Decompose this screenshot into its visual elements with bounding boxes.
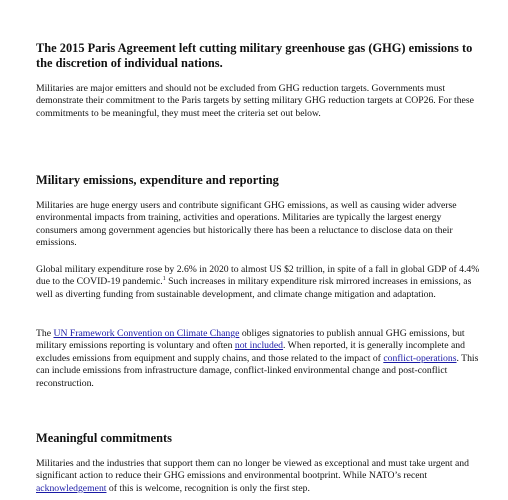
- acknowledgement-link[interactable]: acknowledgement: [36, 482, 107, 494]
- section-commitments-heading-block: [36, 431, 480, 446]
- document-title: The 2015 Paris Agreement left cutting military greenhouse gas (GHG) emissions to the discretion of individual nations.: [36, 41, 473, 70]
- footnote-marker[interactable]: 1: [162, 276, 166, 283]
- c1-text-b: of this is welcome, recognition is only the first step.: [106, 482, 310, 494]
- section-heading-commitments: Meaningful commitments: [36, 431, 172, 445]
- p2-text-a: Global military expenditure rose by 2.6% in 2020 to almost US $2 trillion, in spite of a fall in global GDP of 4.4% due to the COVID-19 pandemic.: [36, 264, 480, 288]
- emissions-paragraph-1-block: [36, 200, 480, 250]
- section-heading-emissions: Military emissions, expenditure and reporting: [36, 173, 279, 187]
- section-emissions-heading-block: [36, 173, 480, 188]
- emissions-paragraph-2: [36, 264, 480, 301]
- document-title-block: [36, 41, 480, 71]
- commitments-paragraph-block: [36, 458, 480, 495]
- p3-text-d: . This can include emissions from infrastructure damage, conflict-linked environmental change and post-conflict reconstruction.: [36, 352, 479, 389]
- emissions-paragraph-1: Militaries are huge energy users and contribute significant GHG emissions, as well as causing wider adverse environmental impacts from training, activities and operations. Militaries are typically the largest energy consumers among government agencies but historically there has been a reluctance to disclose data on their emissions.: [36, 200, 457, 249]
- intro-paragraph: Militaries are major emitters and should not be excluded from GHG reduction targets. Governments must demonstrate their commitment to the Paris targets by setting military GHG reduction targets at COP26. For these commitments to be meaningful, they must meet the criteria set out below.: [36, 83, 474, 119]
- commitments-paragraph: [36, 458, 480, 495]
- unfccc-link[interactable]: UN Framework Convention on Climate Change: [53, 328, 240, 339]
- p3-text-a: The: [36, 328, 54, 339]
- p3-text-c: . When reported, it is generally incomplete and excludes emissions from equipment and supply chains, and those related to the impact of: [36, 340, 465, 364]
- not-included-link[interactable]: not included: [234, 340, 284, 352]
- emissions-paragraph-3: [36, 328, 480, 390]
- p3-text-b: obliges signatories to publish annual GHG emissions, but military emissions reporting is voluntary and often: [36, 328, 465, 352]
- emissions-paragraph-2-block: [36, 264, 480, 301]
- conflict-operations-link[interactable]: conflict-operations: [383, 352, 457, 364]
- c1-text-a: Militaries and the industries that support them can no longer be viewed as exceptional and must take urgent and significant action to reduce their GHG emissions and environmental bootprint. While NATO’s recent: [36, 458, 469, 482]
- emissions-paragraph-3-block: [36, 328, 480, 390]
- p2-text-b: Such increases in military expenditure risk mirrored increases in emissions, as well as diverting funding from sustainable development, and climate change mitigation and adaptation.: [36, 276, 472, 300]
- intro-block: [36, 83, 480, 120]
